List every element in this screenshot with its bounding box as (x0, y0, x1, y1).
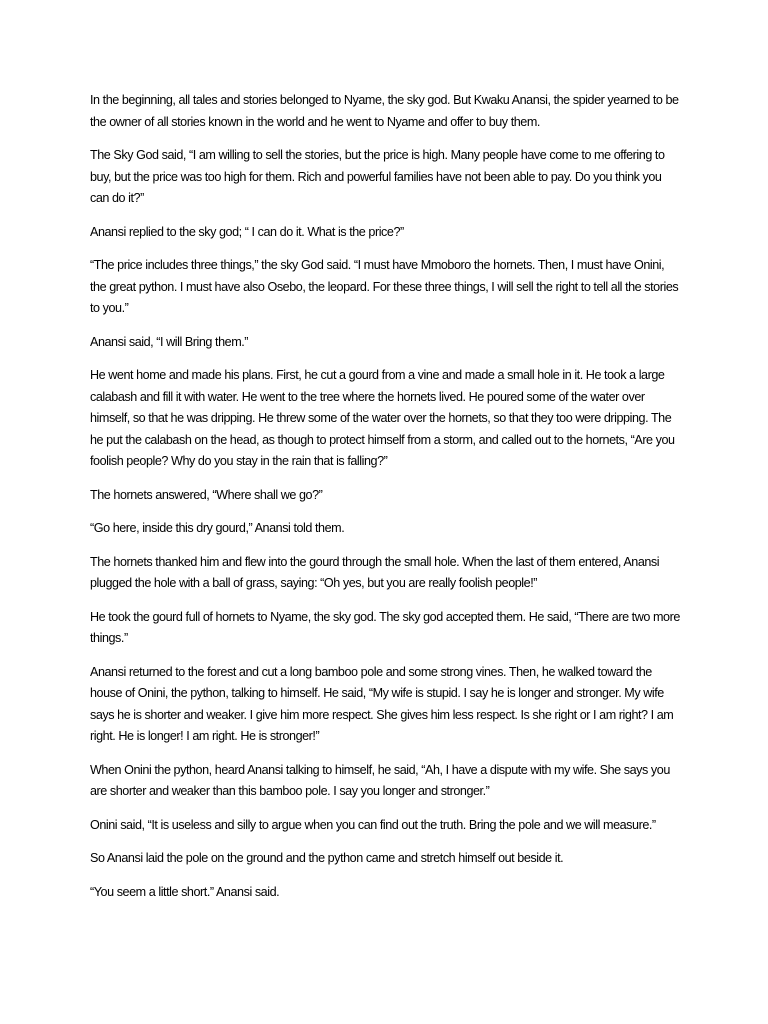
paragraph-2: The Sky God said, “I am willing to sell the stories, but the price is high. Many people have come to me offering to buy, but the price was too high for them. Rich and powerful families have not been able to pay. Do you think you can do it?” (90, 148, 665, 205)
paragraph-3: Anansi replied to the sky god; “ I can do it. What is the price?” (90, 224, 404, 239)
paragraph-5: Anansi said, “I will Bring them.” (90, 334, 249, 349)
story-text (90, 90, 682, 915)
paragraph-4: “The price includes three things,” the sky God said. “I must have Mmoboro the hornets. Then, I must have Onini, the great python. I must have also Osebo, the leopard. For these three things, I will sell the right to tell all the stories to you.” (90, 258, 679, 315)
paragraph-13: Onini said, “It is useless and silly to argue when you can find out the truth. Bring the pole and we will measure.” (90, 817, 656, 832)
paragraph-9: The hornets thanked him and flew into the gourd through the small hole. When the last of them entered, Anansi plugged the hole with a ball of grass, saying: “Oh yes, but you are really foolish people!” (90, 554, 660, 590)
paragraph-6: He went home and made his plans. First, he cut a gourd from a vine and made a small hole in it. He took a large calabash and fill it with water. He went to the tree where the hornets lived. He poured some of the water over himself, so that he was dripping. He threw some of the water over the hornets, so that they too were dripping. The he put the calabash on the head, as though to protect himself from a storm, and called out to the hornets, “Are you foolish people? Why do you stay in the rain that is falling?” (90, 368, 675, 468)
paragraph-7: The hornets answered, “Where shall we go?” (90, 487, 323, 502)
paragraph-11: Anansi returned to the forest and cut a long bamboo pole and some strong vines. Then, he walked toward the house of Onini, the python, talking to himself. He said, “My wife is stupid. I say he is longer and stronger. My wife says he is shorter and weaker. I give him more respect. She gives him less respect. Is she right or I am right? I am right. He is longer! I am right. He is stronger!” (90, 664, 674, 743)
paragraph-1: In the beginning, all tales and stories belonged to Nyame, the sky god. But Kwaku Anansi, the spider yearned to be the owner of all stories known in the world and he went to Nyame and offer to buy them. (90, 93, 679, 129)
paragraph-12: When Onini the python, heard Anansi talking to himself, he said, “Ah, I have a dispute with my wife. She says you are shorter and weaker than this bamboo pole. I say you longer and stronger.” (90, 762, 670, 798)
paragraph-14: So Anansi laid the pole on the ground and the python came and stretch himself out beside it. (90, 851, 564, 865)
paragraph-15: “You seem a little short.” Anansi said. (90, 884, 280, 899)
paragraph-10: He took the gourd full of hornets to Nyame, the sky god. The sky god accepted them. He said, “There are two more things.” (90, 609, 680, 645)
paragraph-8: “Go here, inside this dry gourd,” Anansi told them. (90, 521, 345, 535)
